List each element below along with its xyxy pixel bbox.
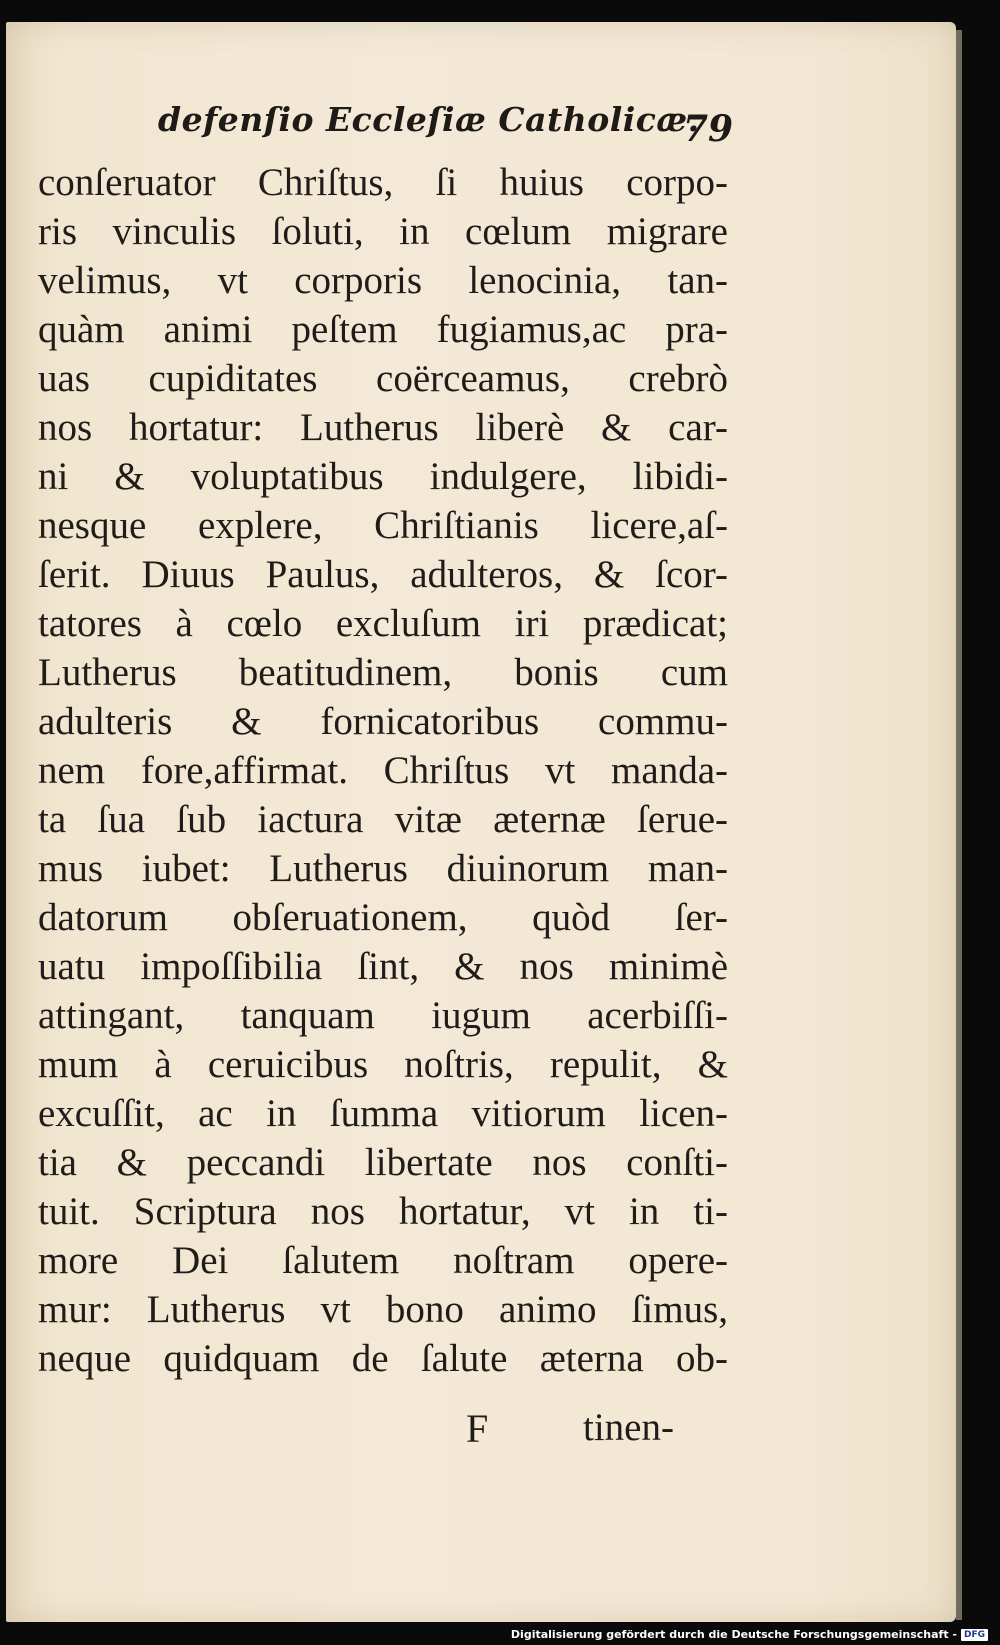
text-line: mum à ceruicibus noſtris, repulit, & [38,1043,728,1086]
text-line: conſeruator Chriſtus, ſi huius corpo- [38,161,728,204]
text-line: ta ſua ſub iactura vitæ æternæ ſerue- [38,798,728,841]
text-line: nesque explere, Chriſtianis licere,aſ- [38,504,728,547]
text-line: Lutherus beatitudinem, bonis cum [38,651,728,694]
text-line: ſerit. Diuus Paulus, adulteros, & ſcor- [38,553,728,596]
text-line: attingant, tanquam iugum acerbiſſi- [38,994,728,1037]
page-edge [956,30,962,1620]
text-line: quàm animi peſtem fugiamus,ac pra- [38,308,728,351]
text-line: more Dei ſalutem noſtram opere- [38,1239,728,1282]
credit-text: Digitalisierung gefördert durch die Deutsche Forschungsgemeinschaft - [510,1628,957,1641]
text-line: ni & voluptatibus indulgere, libidi- [38,455,728,498]
text-line: mur: Lutherus vt bono animo ſimus, [38,1288,728,1331]
text-line: datorum obſeruationem, quòd ſer- [38,896,728,939]
text-line: tia & peccandi libertate nos conſti- [38,1141,728,1184]
text-line: excuſſit, ac in ſumma vitiorum licen- [38,1092,728,1135]
text-line: nem fore,affirmat. Chriſtus vt manda- [38,749,728,792]
text-line: tuit. Scriptura nos hortatur, vt in ti- [38,1190,728,1233]
catchword: tinen- [583,1406,674,1449]
text-line: uatu impoſſibilia ſint, & nos minimè [38,945,728,988]
text-line: uas cupiditates coërceamus, crebrò [38,357,728,400]
dfg-logo: DFG [961,1629,988,1641]
body-text [38,158,728,1383]
text-line: nos hortatur: Lutherus liberè & car- [38,406,728,449]
running-title: defenſio Eccleſiæ Catholicæ. [158,100,700,139]
text-line: mus iubet: Lutherus diuinorum man- [38,847,728,890]
text-line: neque quidquam de ſalute æterna ob- [38,1337,728,1380]
signature-mark: F [466,1406,489,1451]
text-line: tatores à cœlo excluſum iri prædicat; [38,602,728,645]
text-line: velimus, vt corporis lenocinia, tan- [38,259,728,302]
text-line: ris vinculis ſoluti, in cœlum migrare [38,210,728,253]
digitization-credit [511,1628,988,1641]
text-line: adulteris & fornicatoribus commu- [38,700,728,743]
page-number: 79 [683,108,734,150]
